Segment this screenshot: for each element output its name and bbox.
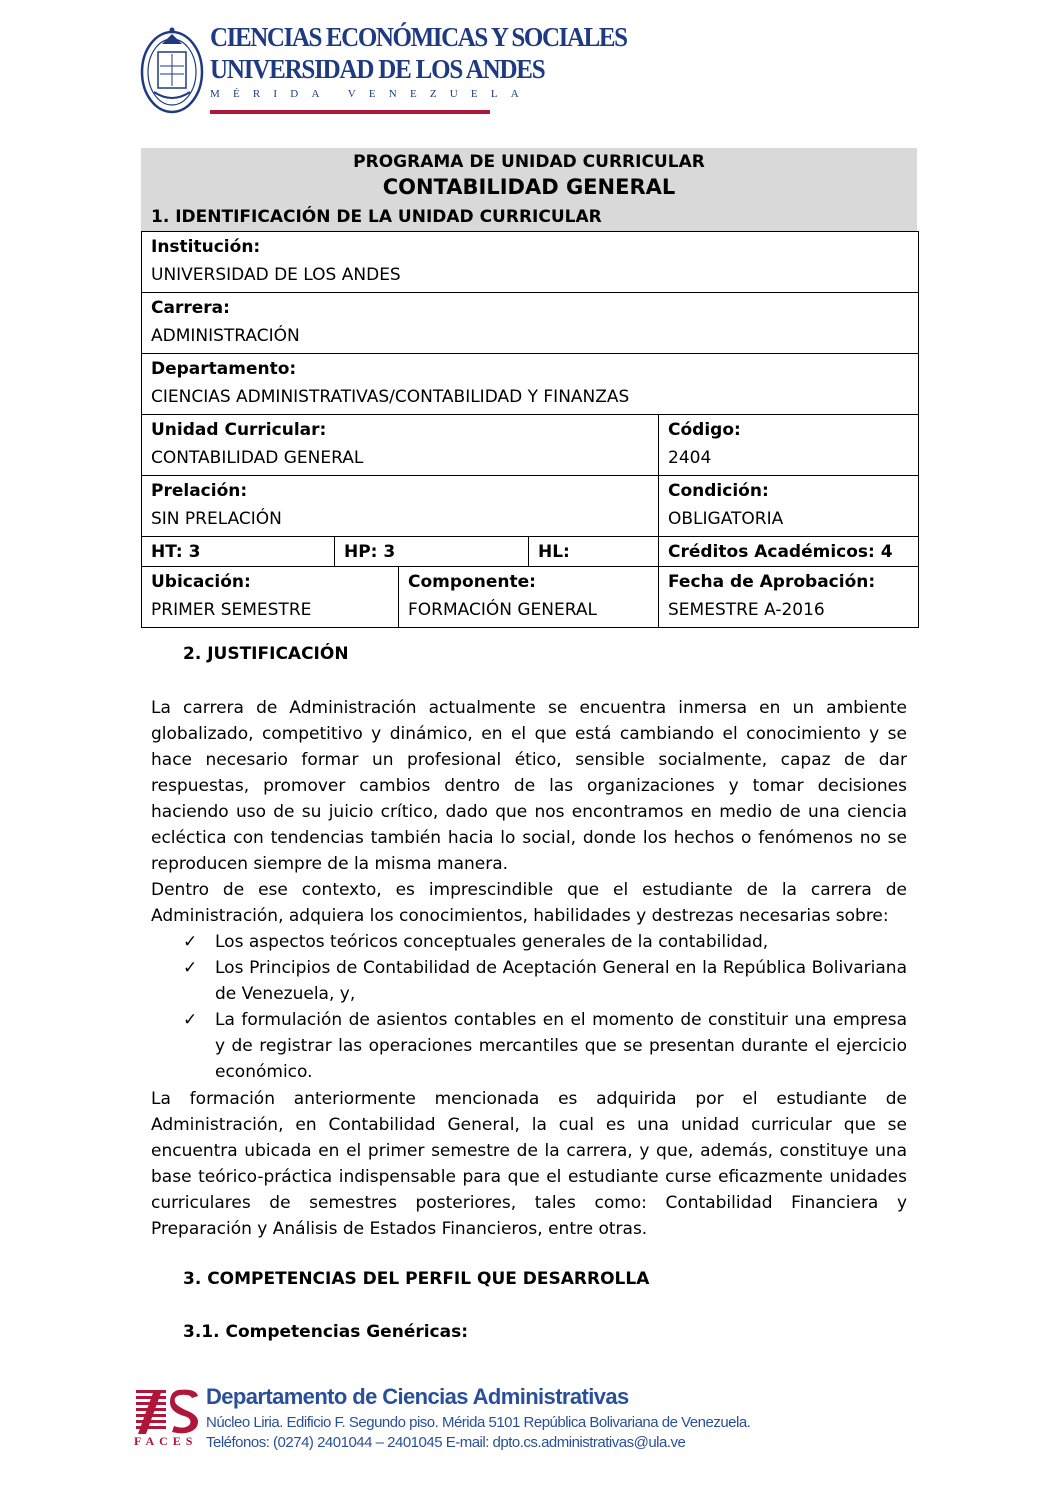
departamento-label: Departamento:	[151, 359, 297, 379]
list-item-text: Los Principios de Contabilidad de Aceptación General en la República Bolivariana de Venezuela, y,	[215, 958, 907, 1004]
prelacion-value: SIN PRELACIÓN	[151, 509, 282, 529]
course-title: CONTABILIDAD GENERAL	[382, 175, 676, 199]
condicion-value: OBLIGATORIA	[668, 509, 784, 529]
unidad-label: Unidad Curricular:	[151, 420, 327, 440]
page-footer	[134, 1384, 751, 1454]
componente-label: Componente:	[408, 572, 536, 592]
identification-table	[141, 231, 919, 628]
location-text: MÉRIDA VENEZUELA	[210, 88, 532, 100]
footer-department: Departamento de Ciencias Administrativas	[206, 1384, 629, 1409]
list-item	[183, 1007, 907, 1085]
justification-paragraph-1: La carrera de Administración actualmente se encuentra inmersa en un ambiente globalizado, competitivo y dinámico, en el que está cambiando el conocimiento y se hace necesario formar un profesional ético, sensible socialmente, capaz de dar respuestas, promover cambios dentro de las organizaciones y tomar decisiones haciendo uso de su juicio crítico, dado que nos encontramos en medio de una ciencia ecléctica con tendencias también hacia lo social, donde los hechos o fenómenos no se reproducen siempre de la misma manera.	[151, 698, 907, 874]
condicion-cell	[659, 476, 919, 537]
table-row	[142, 476, 919, 537]
program-title: PROGRAMA DE UNIDAD CURRICULAR	[353, 152, 705, 172]
departamento-value: CIENCIAS ADMINISTRATIVAS/CONTABILIDAD Y FINANZAS	[151, 387, 630, 407]
prelacion-cell	[142, 476, 659, 537]
section-2-heading: 2. JUSTIFICACIÓN	[183, 644, 349, 664]
university-name: UNIVERSIDAD DE LOS ANDES	[210, 55, 545, 85]
componente-cell	[399, 567, 659, 628]
table-row	[142, 537, 919, 567]
section-1-heading: 1. IDENTIFICACIÓN DE LA UNIDAD CURRICULAR	[151, 207, 602, 227]
checkmark-icon: ✓	[183, 932, 198, 952]
codigo-value: 2404	[668, 448, 712, 468]
ubicacion-value: PRIMER SEMESTRE	[151, 600, 312, 620]
fecha-value: SEMESTRE A-2016	[668, 600, 825, 620]
list-item	[183, 955, 907, 1007]
institucion-label: Institución:	[151, 237, 261, 257]
institucion-value: UNIVERSIDAD DE LOS ANDES	[151, 265, 401, 285]
codigo-label: Código:	[668, 420, 741, 440]
condicion-label: Condición:	[668, 481, 769, 501]
list-item-text: Los aspectos teóricos conceptuales generales de la contabilidad,	[215, 932, 769, 952]
ht-cell: HT: 3	[142, 537, 335, 567]
section-3-heading: 3. COMPETENCIAS DEL PERFIL QUE DESARROLLA	[183, 1269, 650, 1289]
footer-address: Núcleo Liria. Edificio F. Segundo piso. Mérida 5101 República Bolivariana de Venezuela.	[206, 1414, 751, 1431]
carrera-cell	[142, 293, 919, 354]
table-row	[142, 232, 919, 293]
carrera-value: ADMINISTRACIÓN	[151, 326, 300, 346]
university-seal-icon	[140, 26, 204, 114]
justification-paragraph-3: La formación anteriormente mencionada es adquirida por el estudiante de Administración, en Contabilidad General, la cual es una unidad curricular que se encuentra ubicada en el primer semestre de la carrera, y que, además, constituye una base teórico-práctica indispensable para que el estudiante curse eficazmente unidades curriculares de semestres posteriores, tales como: Contabilidad Financiera y Preparación y Análisis de Estados Financieros, entre otras.	[151, 1089, 907, 1239]
carrera-label: Carrera:	[151, 298, 230, 318]
table-row	[142, 354, 919, 415]
hl-cell: HL:	[529, 537, 659, 567]
knowledge-list	[183, 929, 907, 1085]
unidad-cell	[142, 415, 659, 476]
hp-cell: HP: 3	[335, 537, 529, 567]
codigo-cell	[659, 415, 919, 476]
header-divider	[210, 110, 490, 114]
program-banner	[141, 148, 917, 232]
table-row	[142, 567, 919, 628]
section-3-1-heading: 3.1. Competencias Genéricas:	[183, 1322, 469, 1342]
componente-value: FORMACIÓN GENERAL	[408, 600, 597, 620]
departamento-cell	[142, 354, 919, 415]
ubicacion-cell	[142, 567, 399, 628]
checkmark-icon: ✓	[183, 1010, 198, 1030]
table-row	[142, 415, 919, 476]
fecha-label: Fecha de Aprobación:	[668, 572, 876, 592]
page-header	[140, 22, 627, 120]
unidad-value: CONTABILIDAD GENERAL	[151, 448, 364, 468]
list-item-text: La formulación de asientos contables en el momento de constituir una empresa y de registrar las operaciones mercantiles que se presentan durante el ejercicio económico.	[215, 1010, 907, 1082]
faculty-name: CIENCIAS ECONÓMICAS Y SOCIALES	[210, 23, 627, 53]
institucion-cell	[142, 232, 919, 293]
ubicacion-label: Ubicación:	[151, 572, 251, 592]
faces-logo-icon	[134, 1386, 202, 1438]
justification-paragraph-2: Dentro de ese contexto, es imprescindible que el estudiante de la carrera de Administración, adquiera los conocimientos, habilidades y destrezas necesarias sobre:	[151, 880, 907, 926]
table-row	[142, 293, 919, 354]
fecha-cell	[659, 567, 919, 628]
footer-contact: Teléfonos: (0274) 2401044 – 2401045 E-mail: dpto.cs.administrativas@ula.ve	[206, 1434, 686, 1451]
creditos-cell: Créditos Académicos: 4	[659, 537, 919, 567]
checkmark-icon: ✓	[183, 958, 198, 978]
list-item	[183, 929, 907, 955]
prelacion-label: Prelación:	[151, 481, 248, 501]
faces-wordmark: FACES	[134, 1434, 198, 1448]
